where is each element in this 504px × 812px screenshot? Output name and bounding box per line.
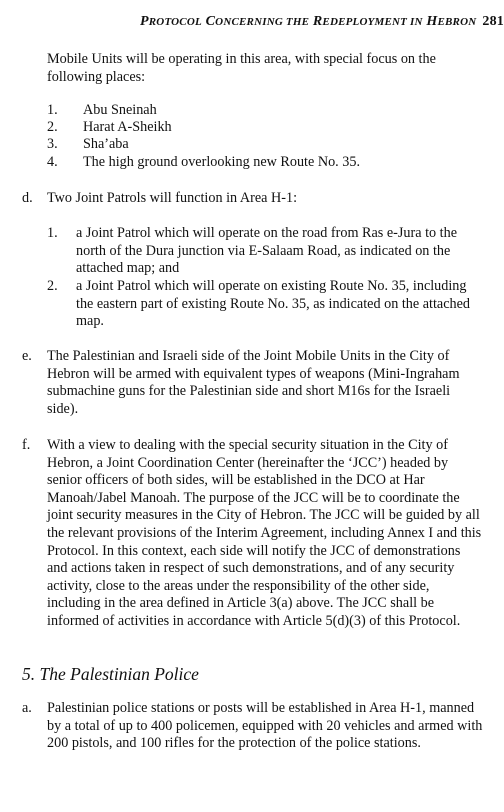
subitem-text: a Joint Patrol which will operate on the road from Ras e-Jura to the north of the Dura junction via E-Salaam Road, as indicated on the attached map; and xyxy=(76,225,457,277)
item-d-text: Two Joint Patrols will function in Area H-1: xyxy=(47,190,298,206)
header-title: PROTOCOL CONCERNING THE REDEPLOYMENT IN HEBRON xyxy=(140,14,477,29)
section-heading: 5. The Palestinian Police xyxy=(22,664,199,684)
running-header xyxy=(140,14,504,30)
item-f-text: With a view to dealing with the special security situation in the City of Hebron, a Joint Coordination Center (hereinafter the ‘JCC’) headed by senior officers of both sides, will be established in the DCO at Har Manoah/Jabel Manoah. The purpose of the JCC will be to coordinate the joint security measures in the City of Hebron. The JCC will be guided by all the relevant provisions of the Interim Agreement, including Annex I and this Protocol. In this context, each side will notify the JCC of demonstrations and actions taken in respect of such demonstrations, and of any security activity, close to the areas under the responsibility of the other side, including in the area defined in Article 3(a) above. The JCC shall be informed of activities in accordance with Article 5(d)(3) of this Protocol. xyxy=(47,437,482,629)
page-number: 281 xyxy=(482,14,504,29)
intro-paragraph: Mobile Units will be operating in this area, with special focus on the following places: xyxy=(47,51,436,85)
subitem-text: a Joint Patrol which will operate on existing Route No. 35, including the eastern part of existing Route No. 35, as indicated on the attached map. xyxy=(76,278,470,330)
subitem-number: 2. xyxy=(47,278,58,294)
item-e-text: The Palestinian and Israeli side of the Joint Mobile Units in the City of Hebron will be armed with equivalent types of weapons (Mini-Ingraham submachine guns for the Palestinian side and short M16s for the Israeli side). xyxy=(47,348,460,417)
item-label-a: a. xyxy=(22,700,32,716)
item-label-d: d. xyxy=(22,190,33,206)
document-page: PROTOCOL CONCERNING THE REDEPLOYMENT IN HEBRON 281 Mobile Units will be operating in this area, with special focus on the following places: 1. Abu Sneinah 2. Harat A-Sheikh 3. Sha’aba 4. The high ground overlooking new Route No. 35. d. Two Joint Patrols will function in Area H-1: 1. a Joint Patrol which will operate on the road from Ras e-Jura to the north of the Dura junction via E-Salaam Road, as indicated on the attached map; and 2. a Joint Patrol which will operate on existing Route No. 35, including the eastern part of existing Route No. 35, as indicated on the attached map. e. The Palestinian and Israeli side of the Joint Mobile Units in the City of Hebron will be armed with equivalent types of weapons (Mini-Ingraham submachine guns for the Palestinian side and short M16s for the Israeli side). f. With a view to dealing with the special security situation in the City of Hebron, a Joint Coordination Center (hereinafter the ‘JCC’) headed by senior officers of both sides, will be established in the DCO at Har Manoah/Jabel Manoah. The purpose of the JCC will be to coordinate the joint security measures in the City of Hebron. The JCC will be guided by all the relevant provisions of the Interim Agreement, including Annex I and this Protocol. In this context, each side will notify the JCC of demonstrations and actions taken in respect of such demonstrations, and of any security activity, close to the areas under the responsibility of the other side, including in the area defined in Article 3(a) above. The JCC shall be informed of activities in accordance with Article 5(d)(3) of this Protocol. 5. The Palestinian Police a. Palestinian police stations or posts will be established in Area H-1, manned by a total of up to 400 policemen, equipped with 20 vehicles and armed with 200 pistols, and 100 rifles for the protection of the police stations. xyxy=(22,14,504,752)
item-label-f: f. xyxy=(22,437,31,453)
item-label-e: e. xyxy=(22,348,32,364)
subitem-number: 1. xyxy=(47,225,58,241)
item-a-text: Palestinian police stations or posts will be established in Area H-1, manned by a total of up to 400 policemen, equipped with 20 vehicles and armed with 200 pistols, and 100 rifles for the protection of the police stations. xyxy=(47,700,483,752)
